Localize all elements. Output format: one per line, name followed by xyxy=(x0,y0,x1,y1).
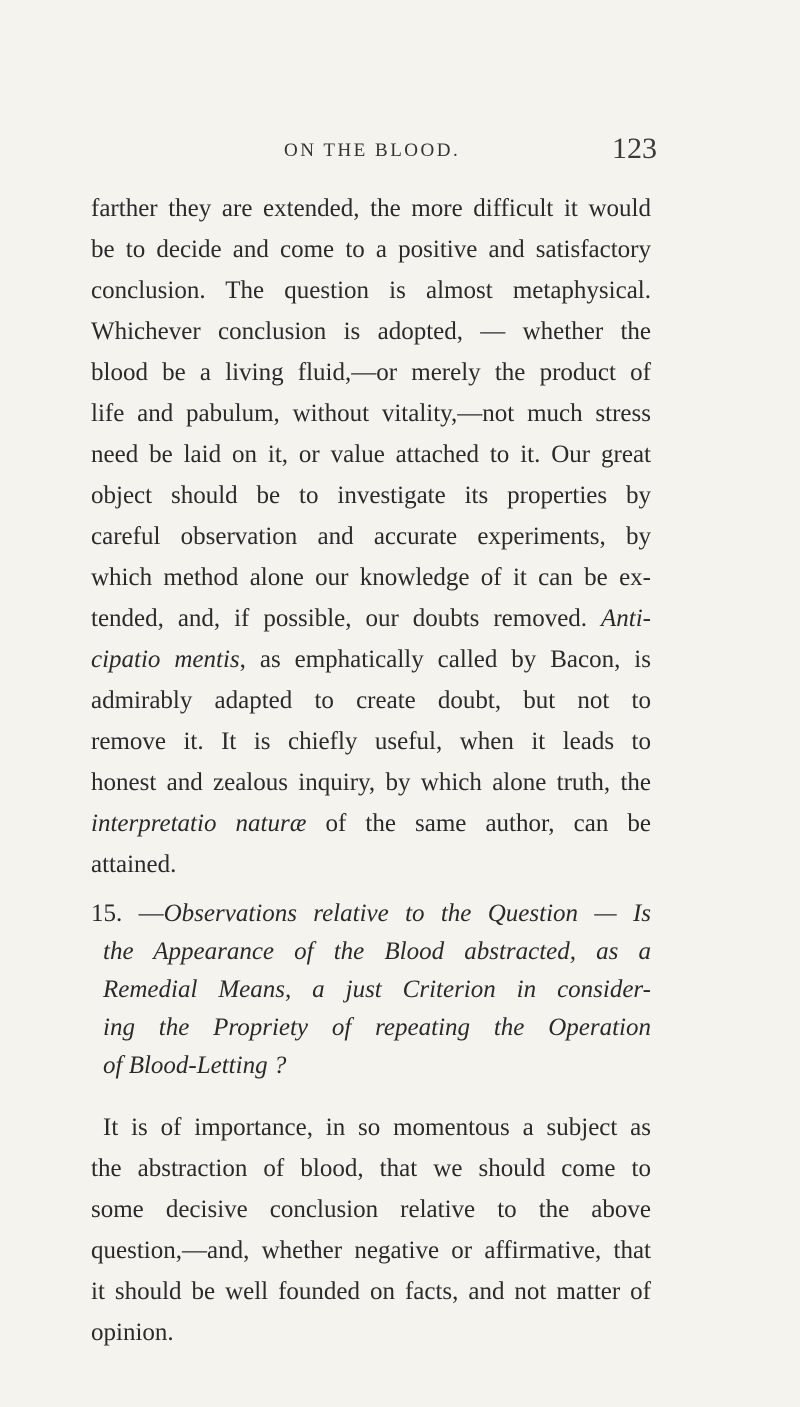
heading-line xyxy=(91,895,651,933)
text-line: opinion. xyxy=(91,1319,174,1346)
heading-line xyxy=(91,1047,651,1085)
page-number: 123 xyxy=(612,132,657,165)
heading-line xyxy=(91,933,651,971)
text-line: the abstraction of blood, that we should come to xyxy=(91,1155,651,1182)
text-line: it should be well founded on facts, and not matter of xyxy=(91,1278,651,1305)
heading-text: Remedial Means, a just Criterion in consider- xyxy=(103,976,651,1003)
heading-text: ing the Propriety of repeating the Operation xyxy=(103,1014,651,1041)
text-line-pre: tended, and, if possible, our doubts removed. xyxy=(91,605,601,632)
text-line: Whichever conclusion is adopted, — whether the xyxy=(91,318,651,345)
text-line-post: , as emphatically called by Bacon, is xyxy=(239,646,651,673)
text-line: which method alone our knowledge of it can be ex- xyxy=(91,564,651,591)
text-line: be to decide and come to a positive and satisfactory xyxy=(91,236,651,263)
text-line: need be laid on it, or value attached to it. Our great xyxy=(91,441,651,468)
heading-line xyxy=(91,1009,651,1047)
text-line: honest and zealous inquiry, by which alone truth, the xyxy=(91,769,651,796)
text-line: It is of importance, in so momentous a subject as xyxy=(103,1114,651,1141)
text-line xyxy=(91,803,651,844)
latin-phrase: Anti- xyxy=(601,605,651,632)
text-line: admirably adapted to create doubt, but not to xyxy=(91,687,651,714)
section-number: 15. — xyxy=(91,900,164,927)
heading-text: the Appearance of the Blood abstracted, as a xyxy=(103,938,651,965)
paragraph xyxy=(91,1107,651,1353)
running-title: ON THE BLOOD. xyxy=(284,140,461,161)
text-line: object should be to investigate its properties by xyxy=(91,482,651,509)
heading-text: Observations relative to the Question — Is xyxy=(163,900,652,927)
text-line-post: of the same author, can be xyxy=(306,810,651,837)
text-line: farther they are extended, the more difficult it would xyxy=(91,195,651,222)
heading-line xyxy=(91,971,651,1009)
text-line: blood be a living fluid,—or merely the product of xyxy=(91,359,651,386)
latin-phrase: interpretatio naturæ xyxy=(91,810,307,837)
heading-text: of Blood-Letting ? xyxy=(103,1052,287,1079)
text-line: careful observation and accurate experiments, by xyxy=(91,523,651,550)
text-line xyxy=(91,598,651,639)
paragraph-continuation xyxy=(91,188,651,885)
latin-phrase: cipatio mentis xyxy=(91,646,240,673)
text-line xyxy=(91,639,651,680)
running-head xyxy=(0,132,800,170)
page-body xyxy=(91,188,651,1353)
text-line: life and pabulum, without vitality,—not much stress xyxy=(91,400,651,427)
text-line: some decisive conclusion relative to the above xyxy=(91,1196,651,1223)
text-line: attained. xyxy=(91,851,177,878)
section-heading xyxy=(91,895,651,1085)
text-line: question,—and, whether negative or affirmative, that xyxy=(91,1237,651,1264)
text-line: conclusion. The question is almost metaphysical. xyxy=(91,277,651,304)
text-line: remove it. It is chiefly useful, when it leads to xyxy=(91,728,651,755)
